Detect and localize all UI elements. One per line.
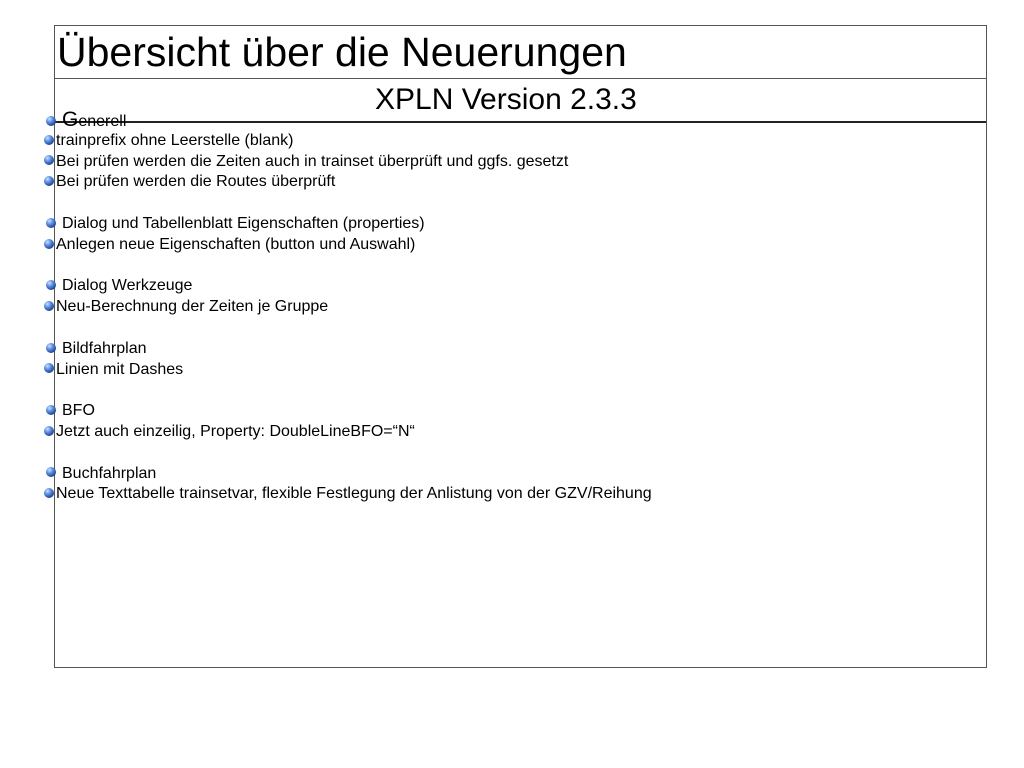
bullet-icon [44,363,54,373]
item-text: Neu-Berechnung der Zeiten je Gruppe [56,298,329,316]
item-text: Bei prüfen werden die Zeiten auch in trainset überprüft und ggfs. gesetzt [56,152,569,170]
item-text: trainprefix ohne Leerstelle (blank) [56,131,294,149]
list-item [44,484,1014,505]
heading-text: Bildfahrplan [62,339,147,357]
bullet-icon [46,218,56,228]
list-item [44,360,1014,381]
bullet-icon [46,116,56,126]
title-row [55,26,986,79]
list-item [44,422,1014,443]
content-list [44,110,1014,505]
bullet-icon [46,343,56,353]
section-heading-bfo [44,401,1014,422]
item-text: Bei prüfen werden die Routes überprüft [56,173,336,191]
list-item [44,152,1014,173]
section-heading-bildfahrplan [44,339,1014,360]
list-item [44,297,1014,318]
slide-subtitle: XPLN Version 2.3.3 [375,83,637,116]
bullet-icon [44,135,54,145]
bullet-icon [44,488,54,498]
section-heading-buchfahrplan [44,464,1014,485]
list-item [44,172,1014,193]
bullet-icon [44,176,54,186]
bullet-icon [46,467,56,477]
item-text: Neue Texttabelle trainsetvar, flexible Festlegung der Anlistung von der GZV/Reihung [56,485,652,503]
item-text: Jetzt auch einzeilig, Property: DoubleLineBFO=“N“ [56,422,415,440]
section-heading-dialog-werkzeuge [44,276,1014,297]
bullet-icon [46,405,56,415]
bullet-icon [44,301,54,311]
list-item [44,131,1014,152]
heading-text: Dialog Werkzeuge [62,277,193,295]
heading-text: BFO [62,402,95,420]
list-item [44,235,1014,256]
section-heading-dialog-eigenschaften [44,214,1014,235]
heading-first-letter: G [62,108,79,131]
heading-text: Dialog und Tabellenblatt Eigenschaften (properties) [62,214,425,232]
bullet-icon [44,155,54,165]
section-heading-generell [44,110,1014,131]
item-text: Anlegen neue Eigenschaften (button und Auswahl) [56,235,416,253]
bullet-icon [46,280,56,290]
item-text: Linien mit Dashes [56,360,184,378]
heading-text: Buchfahrplan [62,464,157,482]
heading-rest: enerell [78,113,127,130]
slide-title: Übersicht über die Neuerungen [57,29,627,75]
bullet-icon [44,239,54,249]
bullet-icon [44,426,54,436]
